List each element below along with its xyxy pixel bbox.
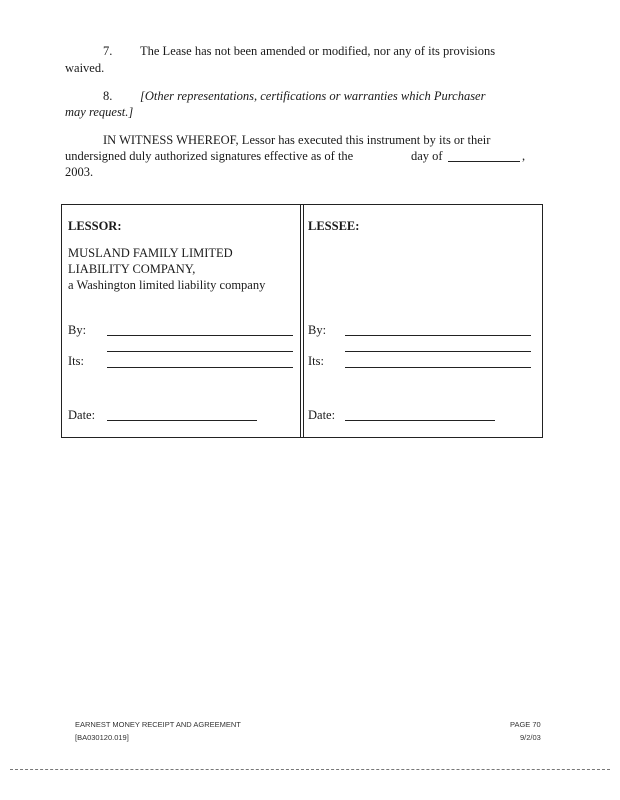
witness-text: IN WITNESS WHEREOF, Lessor has executed this instrument by its or their (103, 133, 491, 147)
lessor-date-line[interactable] (107, 420, 257, 421)
witness-month-blank (448, 150, 520, 162)
lessor-name-line2: LIABILITY COMPANY, (68, 262, 196, 276)
paragraph-7-text: The Lease has not been amended or modified, nor any of its provisions (140, 44, 496, 58)
signature-table (61, 204, 543, 438)
witness-year: 2003. (65, 165, 94, 179)
lessee-by-signature-line[interactable] (345, 335, 531, 336)
paragraph-8-text-cont: may request.] (65, 105, 134, 119)
paragraph-7-text-cont: waived. (65, 61, 105, 75)
lessor-by-label: By: (68, 323, 87, 337)
lessor-name-print-line[interactable] (107, 351, 293, 352)
lessor-name-line3: a Washington limited liability company (68, 278, 266, 292)
witness-text-day-of: day of (411, 149, 443, 163)
lessee-its-line[interactable] (345, 367, 531, 368)
signature-table-divider (300, 205, 304, 437)
witness-text-effective: undersigned duly authorized signatures effective as of the (65, 149, 354, 163)
paragraph-8-text: [Other representations, certifications or warranties which Purchaser (140, 89, 486, 103)
paragraph-8-number: 8. (103, 89, 113, 103)
scan-bottom-rule (10, 769, 610, 770)
lessee-name-print-line[interactable] (345, 351, 531, 352)
footer-date-code: 9/2/03 (520, 733, 541, 742)
witness-comma: , (522, 149, 526, 163)
lessee-heading: LESSEE: (308, 219, 360, 233)
lessee-date-line[interactable] (345, 420, 495, 421)
lessee-its-label: Its: (308, 354, 324, 368)
lessor-by-signature-line[interactable] (107, 335, 293, 336)
lessor-date-label: Date: (68, 408, 96, 422)
lessor-its-line[interactable] (107, 367, 293, 368)
lessee-by-label: By: (308, 323, 327, 337)
footer-doc-title: EARNEST MONEY RECEIPT AND AGREEMENT (75, 720, 241, 729)
lessee-date-label: Date: (308, 408, 336, 422)
lessor-heading: LESSOR: (68, 219, 122, 233)
footer-page-label: PAGE 70 (510, 720, 541, 729)
footer-doc-id: [BA030120.019] (75, 733, 129, 742)
paragraph-7-number: 7. (103, 44, 113, 58)
lessor-name-line1: MUSLAND FAMILY LIMITED (68, 246, 233, 260)
lessor-its-label: Its: (68, 354, 84, 368)
